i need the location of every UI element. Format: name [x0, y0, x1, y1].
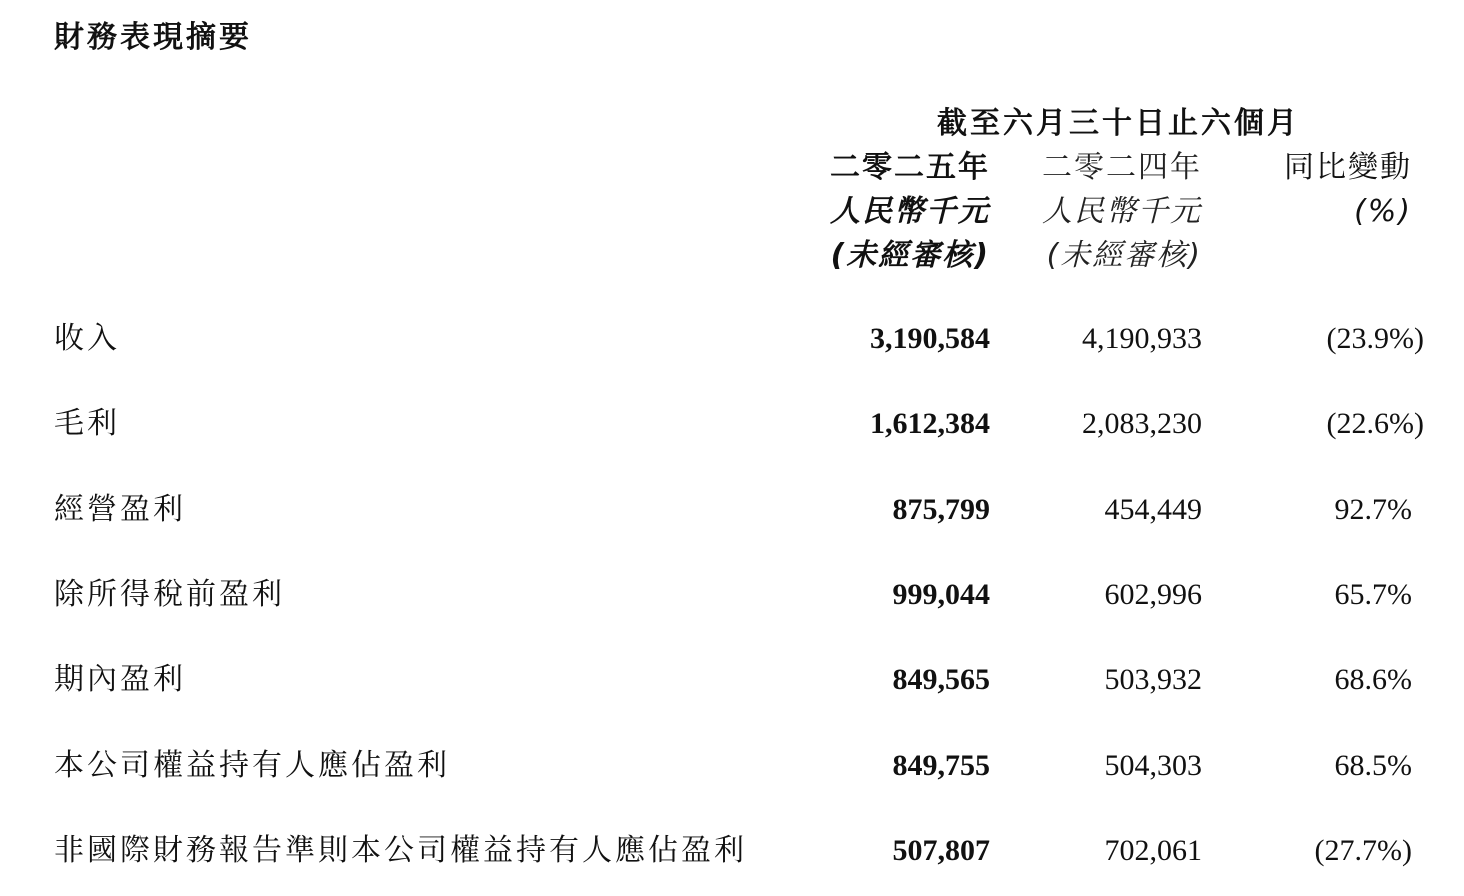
row-label: 經營盈利 — [54, 492, 186, 527]
value-2024: 702,061 — [1104, 834, 1202, 867]
table-row — [0, 570, 1464, 620]
value-2025: 3,190,584 — [870, 322, 990, 355]
column-currency-2024: 人民幣千元 — [1042, 194, 1202, 229]
value-yoy: 92.7% — [1334, 493, 1412, 526]
period-header: 截至六月三十日止六個月 — [937, 106, 1300, 141]
column-year-2025: 二零二五年 — [830, 150, 990, 185]
row-label: 收入 — [54, 321, 120, 356]
table-row — [0, 741, 1464, 791]
row-label: 期內盈利 — [54, 662, 186, 697]
value-2024: 4,190,933 — [1082, 322, 1202, 355]
column-yoy-title: 同比變動 — [1284, 150, 1412, 185]
column-header-yoy — [1200, 146, 1412, 234]
page-title: 財務表現摘要 — [54, 20, 252, 55]
value-2024: 602,996 — [1104, 578, 1202, 611]
column-header-2025 — [760, 146, 990, 278]
value-2025: 999,044 — [892, 578, 990, 611]
column-yoy-unit: (%) — [1354, 194, 1412, 229]
column-note-2024: (未經審核) — [1046, 238, 1202, 273]
table-row — [0, 485, 1464, 535]
row-label: 本公司權益持有人應佔盈利 — [54, 748, 450, 783]
column-year-2024: 二零二四年 — [1042, 150, 1202, 185]
table-row — [0, 826, 1464, 876]
value-2025: 507,807 — [892, 834, 990, 867]
value-2025: 849,565 — [892, 663, 990, 696]
value-2024: 2,083,230 — [1082, 407, 1202, 440]
value-2025: 1,612,384 — [870, 407, 990, 440]
value-2025: 849,755 — [892, 749, 990, 782]
column-note-2025: (未經審核) — [830, 238, 990, 273]
table-row — [0, 655, 1464, 705]
value-yoy: 65.7% — [1334, 578, 1412, 611]
row-label: 毛利 — [54, 406, 120, 441]
table-row — [0, 314, 1464, 364]
column-currency-2025: 人民幣千元 — [830, 194, 990, 229]
table-row — [0, 399, 1464, 449]
value-2024: 454,449 — [1104, 493, 1202, 526]
row-label: 非國際財務報告準則本公司權益持有人應佔盈利 — [54, 833, 747, 868]
value-yoy: (22.6%) — [1326, 407, 1424, 440]
column-header-2024 — [970, 146, 1202, 278]
value-yoy: (27.7%) — [1314, 834, 1412, 867]
value-2024: 504,303 — [1104, 749, 1202, 782]
value-yoy: 68.5% — [1334, 749, 1412, 782]
value-yoy: 68.6% — [1334, 663, 1412, 696]
row-label: 除所得稅前盈利 — [54, 577, 285, 612]
value-2024: 503,932 — [1104, 663, 1202, 696]
value-yoy: (23.9%) — [1326, 322, 1424, 355]
value-2025: 875,799 — [892, 493, 990, 526]
